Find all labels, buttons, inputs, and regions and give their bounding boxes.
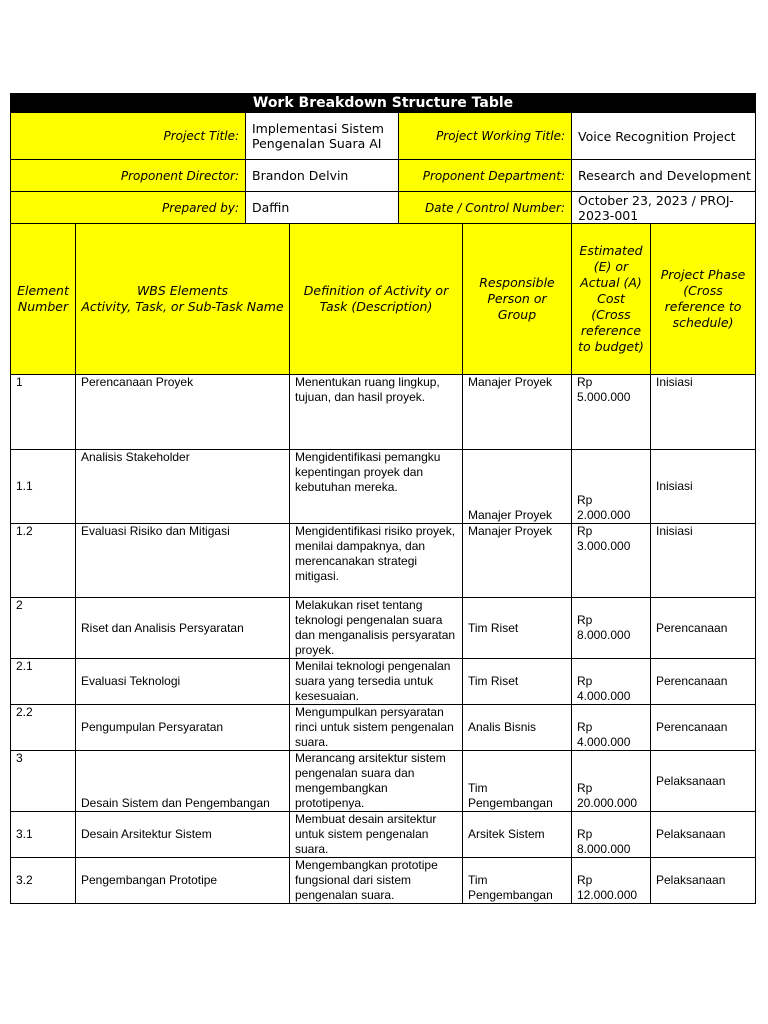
row-phase: Inisiasi: [651, 375, 756, 450]
department-label: Proponent Department:: [399, 160, 572, 192]
row-cost: Rp 8.000.000: [572, 812, 651, 858]
table-row: [11, 751, 756, 812]
row-wbs-element: Desain Sistem dan Pengembangan: [76, 751, 290, 812]
table-row: [11, 705, 756, 751]
row-definition: Mengumpulkan persyaratan rinci untuk sistem pengenalan suara.: [290, 705, 463, 751]
row-responsible: Manajer Proyek: [463, 524, 572, 598]
row-cost: Rp 4.000.000: [572, 705, 651, 751]
row-wbs-element: Analisis Stakeholder: [76, 450, 290, 524]
row-wbs-element: Riset dan Analisis Persyaratan: [76, 598, 290, 659]
director-value: Brandon Delvin: [246, 160, 399, 192]
row-definition: Merancang arsitektur sistem pengenalan suara dan mengembangkan prototipenya.: [290, 751, 463, 812]
prepared-label: Prepared by:: [11, 192, 246, 224]
row-definition: Mengidentifikasi risiko proyek, menilai dampaknya, dan merencanakan strategi mitigasi.: [290, 524, 463, 598]
project-title-value: Implementasi Sistem Pengenalan Suara AI: [246, 113, 399, 160]
row-responsible: Analis Bisnis: [463, 705, 572, 751]
wbs-body: [11, 375, 756, 904]
row-cost: Rp 4.000.000: [572, 659, 651, 705]
date-value: October 23, 2023 / PROJ-2023-001: [572, 192, 756, 224]
row-definition: Menentukan ruang lingkup, tujuan, dan hasil proyek.: [290, 375, 463, 450]
row-element-number: 3.1: [11, 812, 76, 858]
row-wbs-element: Evaluasi Teknologi: [76, 659, 290, 705]
table-row: [11, 450, 756, 524]
row-responsible: Manajer Proyek: [463, 450, 572, 524]
row-responsible: Tim Pengembangan: [463, 751, 572, 812]
table-row: [11, 375, 756, 450]
row-definition: Melakukan riset tentang teknologi pengenalan suara dan menganalisis persyaratan proyek.: [290, 598, 463, 659]
row-wbs-element: Perencanaan Proyek: [76, 375, 290, 450]
row-wbs-element: Evaluasi Risiko dan Mitigasi: [76, 524, 290, 598]
row-cost: Rp 5.000.000: [572, 375, 651, 450]
header-responsible: Responsible Person or Group: [463, 224, 572, 375]
header-wbs-elements: WBS Elements Activity, Task, or Sub-Task Name: [76, 224, 290, 375]
row-definition: Mengidentifikasi pemangku kepentingan proyek dan kebutuhan mereka.: [290, 450, 463, 524]
row-responsible: Tim Riset: [463, 598, 572, 659]
row-phase: Perencanaan: [651, 598, 756, 659]
row-phase: Inisiasi: [651, 524, 756, 598]
row-responsible: Manajer Proyek: [463, 375, 572, 450]
working-title-label: Project Working Title:: [399, 113, 572, 160]
row-element-number: 1: [11, 375, 76, 450]
row-phase: Pelaksanaan: [651, 751, 756, 812]
director-label: Proponent Director:: [11, 160, 246, 192]
row-element-number: 1.1: [11, 450, 76, 524]
table-row: [11, 524, 756, 598]
table-row: [11, 659, 756, 705]
row-cost: Rp 3.000.000: [572, 524, 651, 598]
row-definition: Mengembangkan prototipe fungsional dari sistem pengenalan suara.: [290, 858, 463, 904]
row-responsible: Arsitek Sistem: [463, 812, 572, 858]
table-row: [11, 598, 756, 659]
row-phase: Perencanaan: [651, 705, 756, 751]
row-definition: Menilai teknologi pengenalan suara yang tersedia untuk kesesuaian.: [290, 659, 463, 705]
row-phase: Pelaksanaan: [651, 812, 756, 858]
row-wbs-element: Pengembangan Prototipe: [76, 858, 290, 904]
row-cost: Rp 20.000.000: [572, 751, 651, 812]
header-cost: Estimated (E) or Actual (A) Cost (Cross reference to budget): [572, 224, 651, 375]
table-row: [11, 858, 756, 904]
row-phase: Pelaksanaan: [651, 858, 756, 904]
row-wbs-element: Pengumpulan Persyaratan: [76, 705, 290, 751]
header-phase: Project Phase (Cross reference to schedule): [651, 224, 756, 375]
prepared-value: Daffin: [246, 192, 399, 224]
row-phase: Inisiasi: [651, 450, 756, 524]
row-wbs-element: Desain Arsitektur Sistem: [76, 812, 290, 858]
row-definition: Membuat desain arsitektur untuk sistem pengenalan suara.: [290, 812, 463, 858]
row-responsible: Tim Riset: [463, 659, 572, 705]
wbs-sheet: [10, 93, 755, 904]
table-row: [11, 812, 756, 858]
row-element-number: 1.2: [11, 524, 76, 598]
row-cost: Rp 2.000.000: [572, 450, 651, 524]
working-title-value: Voice Recognition Project: [572, 113, 756, 160]
table-title: Work Breakdown Structure Table: [11, 94, 756, 113]
date-label: Date / Control Number:: [399, 192, 572, 224]
wbs-table: [10, 93, 756, 904]
row-cost: Rp 12.000.000: [572, 858, 651, 904]
header-element-number: Element Number: [11, 224, 76, 375]
row-phase: Perencanaan: [651, 659, 756, 705]
row-responsible: Tim Pengembangan: [463, 858, 572, 904]
row-element-number: 2.2: [11, 705, 76, 751]
row-element-number: 3.2: [11, 858, 76, 904]
row-element-number: 2: [11, 598, 76, 659]
header-definition: Definition of Activity or Task (Description): [290, 224, 463, 375]
department-value: Research and Development: [572, 160, 756, 192]
project-title-label: Project Title:: [11, 113, 246, 160]
row-cost: Rp 8.000.000: [572, 598, 651, 659]
row-element-number: 3: [11, 751, 76, 812]
row-element-number: 2.1: [11, 659, 76, 705]
